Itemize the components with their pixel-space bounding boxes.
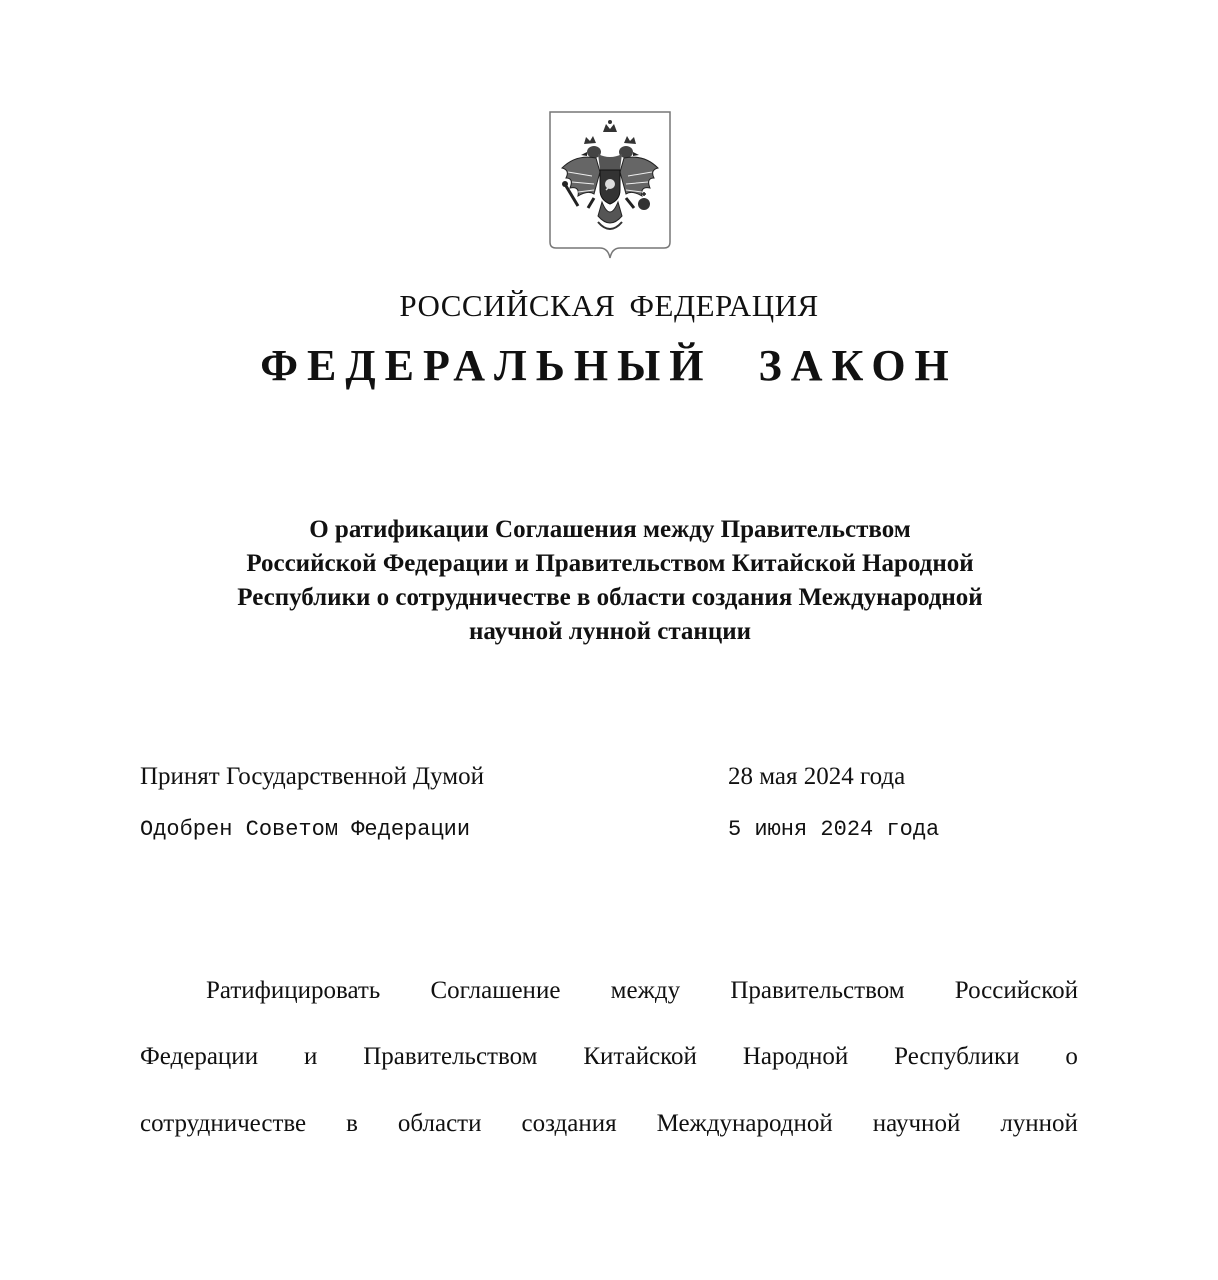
country-name: РОССИЙСКАЯ ФЕДЕРАЦИЯ — [399, 288, 819, 323]
body-word: Правительством — [363, 1043, 538, 1070]
coat-of-arms-icon — [548, 110, 672, 260]
body-text-line — [140, 1106, 1078, 1142]
adoption-duma-row — [140, 759, 1080, 795]
body-word: Международной — [656, 1110, 833, 1137]
body-text-line — [140, 973, 1078, 1009]
body-word: между — [610, 977, 681, 1004]
law-title-line: научной лунной станции — [468, 618, 752, 645]
body-word: сотрудничестве — [140, 1110, 307, 1137]
council-approval-label: Одобрен Советом Федерации — [140, 817, 471, 842]
body-word: области — [397, 1110, 482, 1137]
document-type: ФЕДЕРАЛЬНЫЙ ЗАКОН — [260, 341, 958, 390]
body-word: Республики — [894, 1043, 1020, 1070]
justified-line — [140, 1106, 1078, 1142]
body-word: Правительством — [730, 977, 905, 1004]
body-word: лунной — [1000, 1110, 1078, 1137]
body-text-line — [140, 1039, 1078, 1075]
law-title-line: Республики о сотрудничестве в области создания Международной — [237, 584, 983, 611]
adoption-council-row — [140, 812, 1080, 848]
body-word: Федерации — [140, 1043, 259, 1070]
body-word: Китайской — [583, 1043, 697, 1070]
body-word: в — [346, 1110, 358, 1137]
body-word: о — [1065, 1043, 1078, 1070]
law-title-line: О ратификации Соглашения между Правительством — [309, 516, 911, 543]
body-word: Российской — [954, 977, 1078, 1004]
body-word: Ратифицировать — [206, 977, 381, 1004]
body-word: создания — [521, 1110, 617, 1137]
duma-adoption-date: 28 мая 2024 года — [728, 763, 906, 790]
duma-adoption-label: Принят Государственной Думой — [140, 763, 484, 790]
justified-line — [206, 973, 1078, 1009]
body-word: Соглашение — [430, 977, 561, 1004]
body-word: научной — [872, 1110, 961, 1137]
body-word: и — [303, 1043, 318, 1070]
law-title-line: Российской Федерации и Правительством Китайской Народной — [246, 550, 974, 577]
body-word: Народной — [742, 1043, 849, 1070]
council-approval-date: 5 июня 2024 года — [728, 817, 940, 842]
justified-line — [140, 1039, 1078, 1075]
law-title — [150, 513, 1070, 649]
